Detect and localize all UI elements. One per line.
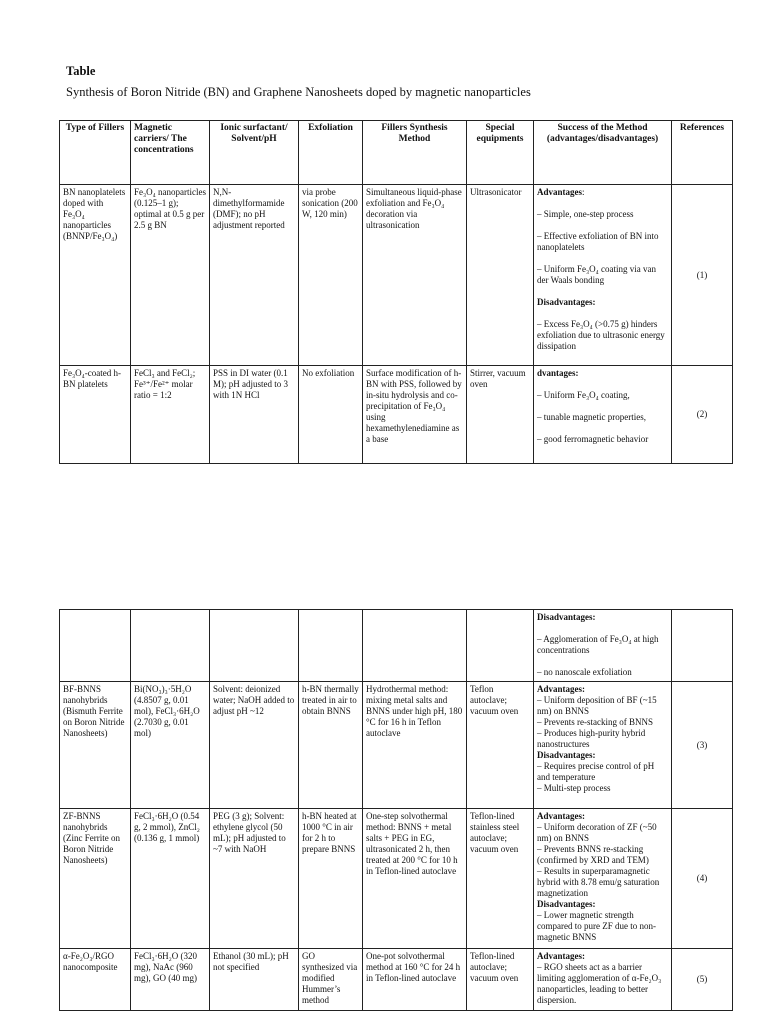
synthesis-table-page-1	[59, 120, 733, 464]
header-references: References	[672, 121, 733, 185]
disadvantage-item: – Excess Fe₃O₄ (>0.75 g) hinders exfoliation due to ultrasonic energy dissipation	[537, 319, 665, 351]
disadvantages-label: Disadvantages:	[537, 750, 596, 760]
cell-solvent: N,N-dimethylformamide (DMF); no pH adjustment reported	[210, 185, 299, 366]
advantage-item: – Simple, one-step process	[537, 209, 634, 219]
cell-type: α-Fe₂O₃/RGO nanocomposite	[60, 949, 131, 1011]
disadvantages-label: Disadvantages:	[537, 612, 596, 622]
cell-type: Fe₃O₄-coated h-BN platelets	[60, 366, 131, 464]
advantage-item: – Uniform decoration of ZF (~50 nm) on BNNS	[537, 822, 657, 843]
cell-reference	[672, 610, 733, 682]
cell-solvent: PEG (3 g); Solvent: ethylene glycol (50 mL); pH adjusted to ~7 with NaOH	[210, 809, 299, 949]
cell-equipment: Teflon-lined autoclave; vacuum oven	[467, 949, 534, 1011]
disadvantage-item: – Agglomeration of Fe₃O₄ at high concentrations	[537, 634, 659, 655]
advantage-item: – Effective exfoliation of BN into nanoplatelets	[537, 231, 659, 252]
cell-type: BF-BNNS nanohybrids (Bismuth Ferrite on Boron Nitride Nanosheets)	[60, 682, 131, 809]
cell-success	[534, 949, 672, 1011]
cell-success	[534, 682, 672, 809]
cell-reference: (5)	[672, 949, 733, 1011]
table-header-row	[60, 121, 733, 185]
disadvantage-item: – no nanoscale exfoliation	[537, 667, 632, 677]
cell-method: Surface modification of h-BN with PSS, followed by in-situ hydrolysis and co-precipitation of Fe₃O₄ using hexamethylenediamine as a base	[363, 366, 467, 464]
cell-type: ZF-BNNS nanohybrids (Zinc Ferrite on Boron Nitride Nanosheets)	[60, 809, 131, 949]
cell-success	[534, 610, 672, 682]
header-special-equipments: Special equipments	[467, 121, 534, 185]
header-success-of-method: Success of the Method (advantages/disadvantages)	[534, 121, 672, 185]
cell-solvent: PSS in DI water (0.1 M); pH adjusted to 3 with 1N HCl	[210, 366, 299, 464]
header-ionic-surfactant: Ionic surfactant/ Solvent/pH	[210, 121, 299, 185]
cell-carrier: FeCl₃·6H₂O (0.54 g, 2 mmol), ZnCl₂ (0.136 g, 1 mmol)	[131, 809, 210, 949]
advantages-label: Advantages:	[537, 951, 586, 961]
cell-equipment: Stirrer, vacuum oven	[467, 366, 534, 464]
cell-solvent: Ethanol (30 mL); pH not specified	[210, 949, 299, 1011]
advantage-item: – Uniform deposition of BF (~15 nm) on BNNS	[537, 695, 657, 716]
advantage-item: – tunable magnetic properties,	[537, 412, 646, 422]
advantage-item: – Prevents re-stacking of BNNS	[537, 717, 653, 727]
table-row	[60, 949, 733, 1011]
advantage-item: – good ferromagnetic behavior	[537, 434, 649, 444]
table-row-continued	[60, 610, 733, 682]
cell-type	[60, 610, 131, 682]
cell-reference: (3)	[672, 682, 733, 809]
cell-exfoliation: No exfoliation	[299, 366, 363, 464]
advantage-item: – Uniform Fe₃O₄ coating,	[537, 390, 630, 400]
table-row	[60, 809, 733, 949]
advantages-label: Advantages:	[537, 811, 586, 821]
cell-method: One-step solvothermal method: BNNS + metal salts + PEG in EG, ultrasonicated 2 h, then treated at 200 °C for 10 h in Teflon-lined autoclave	[363, 809, 467, 949]
synthesis-table-page-2	[59, 609, 733, 1011]
cell-equipment: Ultrasonicator	[467, 185, 534, 366]
cell-method: Simultaneous liquid-phase exfoliation and Fe₃O₄ decoration via ultrasonication	[363, 185, 467, 366]
cell-success: Advantages: – Simple, one-step process – Effective exfoliation of BN into nanoplatelets – Uniform Fe₃O₄ coating via van der Waals bonding Disadvantages: – Excess Fe₃O₄ (>0.75 g) hinders exfoliation due to ultrasonic energy dissipation	[534, 185, 672, 366]
advantage-item: – RGO sheets act as a barrier limiting agglomeration of α-Fe₂O₃ nanoparticles, leading to better dispersion.	[537, 962, 662, 1005]
disadvantages-label: Disadvantages:	[537, 899, 596, 909]
cell-method: One-pot solvothermal method at 160 °C for 24 h in Teflon-lined autoclave	[363, 949, 467, 1011]
cell-method: Hydrothermal method: mixing metal salts and BNNS under high pH, 180 °C for 16 h in Teflon autoclave	[363, 682, 467, 809]
cell-reference: (2)	[672, 366, 733, 464]
advantages-label: dvantages:	[537, 368, 579, 378]
table-row	[60, 366, 733, 464]
cell-carrier: Bi(NO₃)₃·5H₂O (4.8507 g, 0.01 mol), FeCl₃·6H₂O (2.7030 g, 0.01 mol)	[131, 682, 210, 809]
cell-method	[363, 610, 467, 682]
table-row	[60, 682, 733, 809]
cell-success	[534, 809, 672, 949]
header-synthesis-method: Fillers Synthesis Method	[363, 121, 467, 185]
header-magnetic-carriers: Magnetic carriers/ The concentrations	[131, 121, 210, 185]
table-title: Table	[66, 64, 96, 78]
cell-solvent: Solvent: deionized water; NaOH added to adjust pH ~12	[210, 682, 299, 809]
disadvantage-item: – Multi-step process	[537, 783, 611, 793]
advantages-label: Advantages	[537, 187, 583, 197]
table-row	[60, 185, 733, 366]
disadvantages-label: Disadvantages:	[537, 297, 596, 307]
advantage-item: – Prevents BNNS re-stacking (confirmed by XRD and TEM)	[537, 844, 649, 865]
cell-equipment	[467, 610, 534, 682]
advantages-label: Advantages:	[537, 684, 586, 694]
table-subtitle: Synthesis of Boron Nitride (BN) and Graphene Nanosheets doped by magnetic nanoparticles	[66, 85, 531, 99]
cell-equipment: Teflon autoclave; vacuum oven	[467, 682, 534, 809]
disadvantage-item: – Requires precise control of pH and temperature	[537, 761, 655, 782]
advantage-item: – Results in superparamagnetic hybrid with 8.78 emu/g saturation magnetization	[537, 866, 660, 898]
advantage-item: – Produces high-purity hybrid nanostructures	[537, 728, 646, 749]
cell-exfoliation: h-BN heated at 1000 °C in air for 2 h to prepare BNNS	[299, 809, 363, 949]
cell-type: BN nanoplatelets doped with Fe₃O₄ nanoparticles (BNNP/Fe₃O₄)	[60, 185, 131, 366]
cell-carrier: FeCl₃·6H₂O (320 mg), NaAc (960 mg), GO (40 mg)	[131, 949, 210, 1011]
cell-carrier: FeCl₃ and FeCl₂; Fe³⁺/Fe²⁺ molar ratio = 1:2	[131, 366, 210, 464]
cell-exfoliation: via probe sonication (200 W, 120 min)	[299, 185, 363, 366]
cell-success	[534, 366, 672, 464]
cell-carrier: Fe₃O₄ nanoparticles (0.125–1 g); optimal at 0.5 g per 2.5 g BN	[131, 185, 210, 366]
cell-exfoliation: GO synthesized via modified Hummer’s method	[299, 949, 363, 1011]
cell-exfoliation: h-BN thermally treated in air to obtain BNNS	[299, 682, 363, 809]
cell-solvent	[210, 610, 299, 682]
header-type-of-fillers: Type of Fillers	[60, 121, 131, 185]
cell-carrier	[131, 610, 210, 682]
advantage-item: – Uniform Fe₃O₄ coating via van der Waals bonding	[537, 264, 656, 285]
cell-equipment: Teflon-lined stainless steel autoclave; vacuum oven	[467, 809, 534, 949]
header-exfoliation: Exfoliation	[299, 121, 363, 185]
cell-reference: (1)	[672, 185, 733, 366]
cell-reference: (4)	[672, 809, 733, 949]
cell-exfoliation	[299, 610, 363, 682]
disadvantage-item: – Lower magnetic strength compared to pure ZF due to non-magnetic BNNS	[537, 910, 656, 942]
